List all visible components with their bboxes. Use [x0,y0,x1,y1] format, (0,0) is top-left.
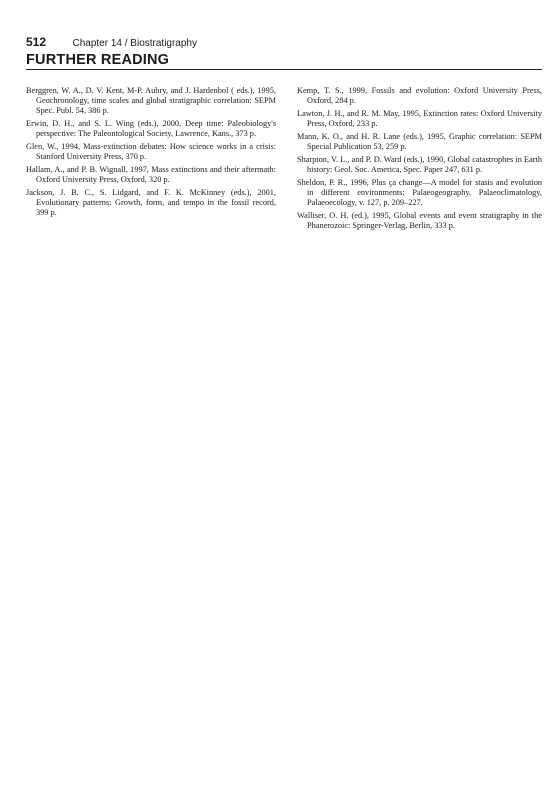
reference-entry: Berggren, W. A., D. V. Kent, M-P. Aubry, and J. Hardenbol ( eds.), 1995, Geochronology, time scales and global stratigraphic correlation: SEPM Spec. Publ. 54, 386 p. [26,86,276,116]
reference-entry: Hallam, A., and P. B. Wignall, 1997, Mass extinctions and their aftermath: Oxford University Press, Oxford, 320 p. [26,164,276,185]
reference-entry: Walliser, O. H. (ed.), 1995, Global events and event stratigraphy in the Phanerozoic: Springer-Verlag, Berlin, 333 p. [297,210,542,230]
section-rule [26,69,542,70]
reference-entry: Mann, K. O., and H. R. Lane (eds.), 1995, Graphic correlation: SEPM Special Publication 53, 259 p. [297,131,542,152]
reference-entry: Jackson, J. B. C., S. Lidgard, and F. K. McKinney (eds.), 2001, Evolutionary patterns: Growth, form, and tempo in the fossil record, 399 p. [26,187,276,218]
reference-entry: Erwin, D. H., and S. L. Wing (eds.), 2000, Deep time: Paleobiology's perspective: The Paleontological Society, Lawrence, Kans., 373 p. [26,119,276,139]
reference-entry: Glen, W., 1994, Mass-extinction debates: How science works in a crisis: Stanford University Press, 370 p. [26,142,276,162]
chapter-title: Chapter 14 / Biostratigraphy [72,38,197,49]
reference-entry: Kemp, T. S., 1999, Fossils and evolution: Oxford University Press, Oxford, 284 p. [297,86,542,106]
page-number: 512 [26,35,47,49]
reference-column-right [297,86,542,234]
reference-entry: Sheldon, P. R., 1996, Plus ça change—A model for stasis and evolution in different environments: Palaeogeography, Palaeoclimatology, Palaeoecology, v. 127, p. 209–227. [297,177,542,208]
section-title: FURTHER READING [26,52,170,68]
reference-entry: Lawton, J. H., and R. M. May, 1995, Extinction rates: Oxford University Press, Oxford, 233 p. [297,108,542,129]
running-header [26,33,197,51]
reference-column-left [26,86,276,221]
reference-entry: Sharpton, V. L., and P. D. Ward (eds.), 1990, Global catastrophes in Earth history: Geol. Soc. America, Spec. Paper 247, 631 p. [297,154,542,174]
